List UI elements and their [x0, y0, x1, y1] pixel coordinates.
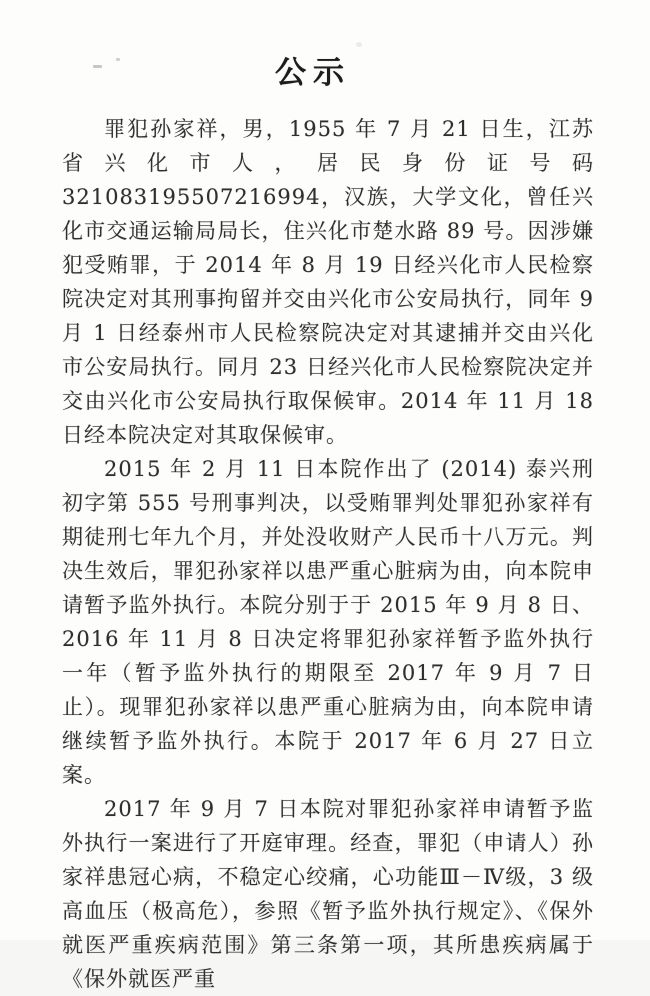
scan-speck	[356, 42, 362, 47]
paragraph-offender-info: 罪犯孙家祥，男，1955 年 7 月 21 日生，江苏省兴化市人，居民身份证号码 321083195507216994，汉族，大学文化，曾任兴化市交通运输局局长，住兴化市楚水路 89 号。因涉嫌犯受贿罪，于 2014 年 8 月 19 日经兴化市人民检察院决定对其刑事拘留并交由兴化市公安局执行，同年 9 月 1 日经泰州市人民检察院决定对其逮捕并交由兴化市公安局执行。同月 23 日经兴化市人民检察院决定并交由兴化市公安局执行取保候审。2014 年 11 月 18 日经本院决定对其取保候审。	[62, 117, 594, 447]
scan-speck	[116, 58, 120, 61]
paragraph-judgment-history: 2015 年 2 月 11 日本院作出了 (2014) 泰兴刑初字第 555 号刑事判决，以受贿罪判处罪犯孙家祥有期徒刑七年九个月，并处没收财产人民币十八万元。判决生效后，罪犯孙家祥以患严重心脏病为由，向本院申请暂予监外执行。本院分别于于 2015 年 9 月 8 日、2016 年 11 月 8 日决定将罪犯孙家祥暂予监外执行一年（暂予监外执行的期限至 2017 年 9 月 7 日止）。现罪犯孙家祥以患严重心脏病为由，向本院申请继续暂予监外执行。本院于 2017 年 6 月 27 日立案。	[62, 457, 594, 787]
document-title: 公示	[275, 55, 351, 91]
scan-speck	[93, 65, 102, 68]
paragraph-hearing-findings: 2017 年 9 月 7 日本院对罪犯孙家祥申请暂予监外执行一案进行了开庭审理。经查，罪犯（申请人）孙家祥患冠心病，不稳定心绞痛，心功能Ⅲ－Ⅳ级，3 级高血压（极高危），参照《暂予监外执行规定》、《保外就医严重疾病范围》第三条第一项，其所患疾病属于《保外就医严重	[62, 797, 594, 991]
document-body	[62, 112, 594, 996]
